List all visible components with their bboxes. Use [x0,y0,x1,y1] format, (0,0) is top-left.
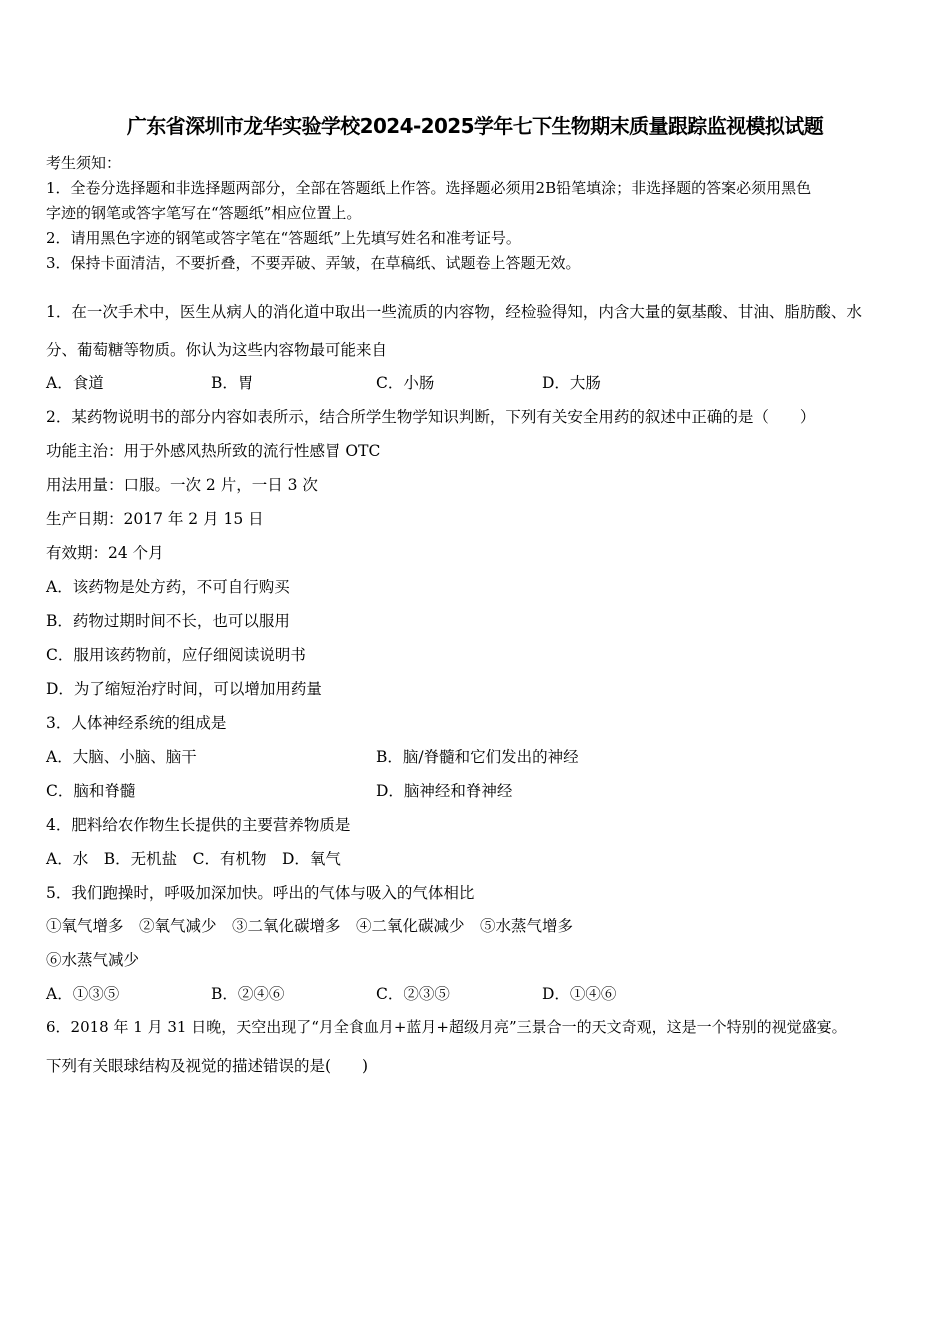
q5-option-c: C．②③⑤ [376,985,450,1003]
notice-line-2: 2．请用黑色字迹的钢笔或答字笔在“答题纸”上先填写姓名和准考证号。 [46,229,521,247]
q5-items-line1: ①氧气增多 ②氧气减少 ③二氧化碳增多 ④二氧化碳减少 ⑤水蒸气增多 [46,917,574,935]
q4-stem: 4．肥料给农作物生长提供的主要营养物质是 [46,816,351,834]
q2-info-usage: 用法用量：口服。一次 2 片，一日 3 次 [46,476,318,494]
q2-option-c: C．服用该药物前，应仔细阅读说明书 [46,646,306,664]
q3-option-a: A．大脑、小脑、脑干 [46,748,197,766]
notice-line-1b: 字迹的钢笔或答字笔写在“答题纸”相应位置上。 [46,204,362,222]
exam-title: 广东省深圳市龙华实验学校2024-2025学年七下生物期末质量跟踪监视模拟试题 [126,114,824,138]
exam-notice [46,151,916,276]
q2-option-a: A．该药物是处方药，不可自行购买 [46,578,290,596]
q3-option-b: B．脑/脊髓和它们发出的神经 [376,748,579,766]
q1-option-b: B．胃 [211,374,254,392]
q1-option-d: D．大肠 [542,374,601,392]
q1-stem-line2: 分、葡萄糖等物质。你认为这些内容物最可能来自 [46,341,388,359]
notice-line-3: 3．保持卡面清洁，不要折叠，不要弄破、弄皱，在草稿纸、试题卷上答题无效。 [46,254,581,272]
notice-line-1: 1．全卷分选择题和非选择题两部分，全部在答题纸上作答。选择题必须用2B铅笔填涂；非选择题的答案必须用黑色 [46,179,812,197]
q3-option-c: C．脑和脊髓 [46,782,136,800]
q5-items-line2: ⑥水蒸气减少 [46,951,140,969]
q4-options: A．水 B．无机盐 C．有机物 D．氧气 [46,850,341,868]
q1-option-a: A．食道 [46,374,104,392]
q5-option-a: A．①③⑤ [46,985,120,1003]
q3-stem: 3．人体神经系统的组成是 [46,714,227,732]
q2-stem: 2．某药物说明书的部分内容如表所示，结合所学生物学知识判断，下列有关安全用药的叙述中正确的是（ ） [46,408,816,426]
q6-stem-line2: 下列有关眼球结构及视觉的描述错误的是( ) [46,1057,369,1075]
notice-heading: 考生须知： [46,154,122,172]
q2-option-b: B．药物过期时间不长，也可以服用 [46,612,290,630]
q1-stem-line1: 1．在一次手术中，医生从病人的消化道中取出一些流质的内容物，经检验得知，内含大量的氨基酸、甘油、脂肪酸、水 [46,303,862,321]
q2-info-function: 功能主治：用于外感风热所致的流行性感冒 OTC [46,442,381,460]
q2-info-production-date: 生产日期：2017 年 2 月 15 日 [46,510,264,528]
q5-option-b: B．②④⑥ [211,985,285,1003]
q3-option-d: D．脑神经和脊神经 [376,782,513,800]
q1-option-c: C．小肠 [376,374,435,392]
q5-stem: 5．我们跑操时，呼吸加深加快。呼出的气体与吸入的气体相比 [46,884,475,902]
q2-option-d: D．为了缩短治疗时间，可以增加用药量 [46,680,322,698]
q6-stem-line1: 6．2018 年 1 月 31 日晚，天空出现了“月全食血月+蓝月+超级月亮”三景合一的天文奇观，这是一个特别的视觉盛宴。 [46,1018,847,1036]
q2-info-validity: 有效期：24 个月 [46,544,164,562]
q5-option-d: D．①④⑥ [542,985,617,1003]
